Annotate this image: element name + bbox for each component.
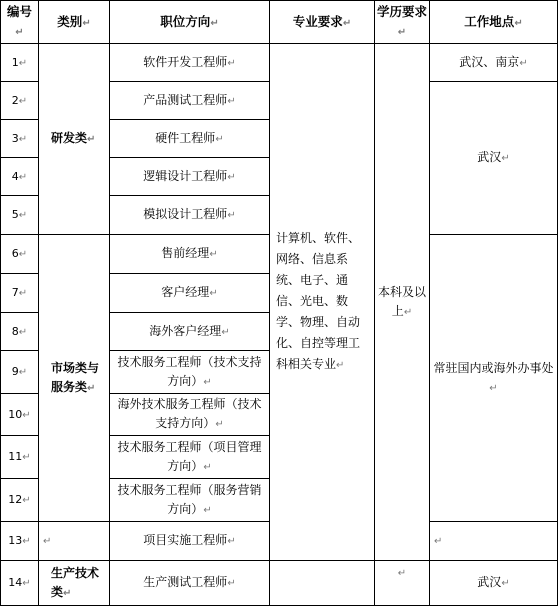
row-number: 7↵ [1, 274, 39, 313]
position-cell: 客户经理↵ [110, 274, 270, 313]
position-cell: 项目实施工程师↵ [110, 522, 270, 561]
header-major: 专业要求↵ [270, 1, 375, 44]
location-rows6-12: 常驻国内或海外办事处↵ [430, 235, 558, 522]
header-position: 职位方向↵ [110, 1, 270, 44]
education-requirement: 本科及以上↵ [375, 44, 430, 561]
row-number: 4↵ [1, 158, 39, 196]
row-number: 14↵ [1, 561, 39, 606]
position-cell: 海外技术服务工程师（技术支持方向）↵ [110, 394, 270, 436]
table-header-row [1, 1, 558, 44]
row-number: 5↵ [1, 196, 39, 235]
position-cell: 模拟设计工程师↵ [110, 196, 270, 235]
category-empty: ↵ [39, 522, 110, 561]
location-rows2-5: 武汉↵ [430, 82, 558, 235]
education-empty: ↵ [375, 561, 430, 606]
major-requirement: 计算机、软件、网络、信息系统、电子、通信、光电、数学、物理、自动化、自控等理工科相关专业↵ [270, 44, 375, 561]
major-empty [270, 561, 375, 606]
category-rd: 研发类↵ [39, 44, 110, 235]
header-number: 编号↵ [1, 1, 39, 44]
row-number: 8↵ [1, 313, 39, 351]
position-cell: 软件开发工程师↵ [110, 44, 270, 82]
position-cell: 海外客户经理↵ [110, 313, 270, 351]
position-cell: 逻辑设计工程师↵ [110, 158, 270, 196]
category-market-service: 市场类与服务类↵ [39, 235, 110, 522]
position-cell: 技术服务工程师（服务营销方向）↵ [110, 479, 270, 522]
position-cell: 技术服务工程师（技术支持方向）↵ [110, 351, 270, 394]
row-number: 3↵ [1, 120, 39, 158]
position-cell: 生产测试工程师↵ [110, 561, 270, 606]
location-row1: 武汉、南京↵ [430, 44, 558, 82]
row-number: 11↵ [1, 436, 39, 479]
row-number: 13↵ [1, 522, 39, 561]
position-cell: 产品测试工程师↵ [110, 82, 270, 120]
header-category: 类别↵ [39, 1, 110, 44]
row-number: 6↵ [1, 235, 39, 274]
position-cell: 硬件工程师↵ [110, 120, 270, 158]
row-number: 2↵ [1, 82, 39, 120]
category-production: 生产技术类↵ [39, 561, 110, 606]
table-row [1, 561, 558, 606]
table-row [1, 44, 558, 82]
position-cell: 技术服务工程师（项目管理方向）↵ [110, 436, 270, 479]
row-number: 1↵ [1, 44, 39, 82]
location-empty: ↵ [430, 522, 558, 561]
position-cell: 售前经理↵ [110, 235, 270, 274]
header-education: 学历要求↵ [375, 1, 430, 44]
row-number: 10↵ [1, 394, 39, 436]
location-row14: 武汉↵ [430, 561, 558, 606]
header-location: 工作地点↵ [430, 1, 558, 44]
row-number: 9↵ [1, 351, 39, 394]
row-number: 12↵ [1, 479, 39, 522]
